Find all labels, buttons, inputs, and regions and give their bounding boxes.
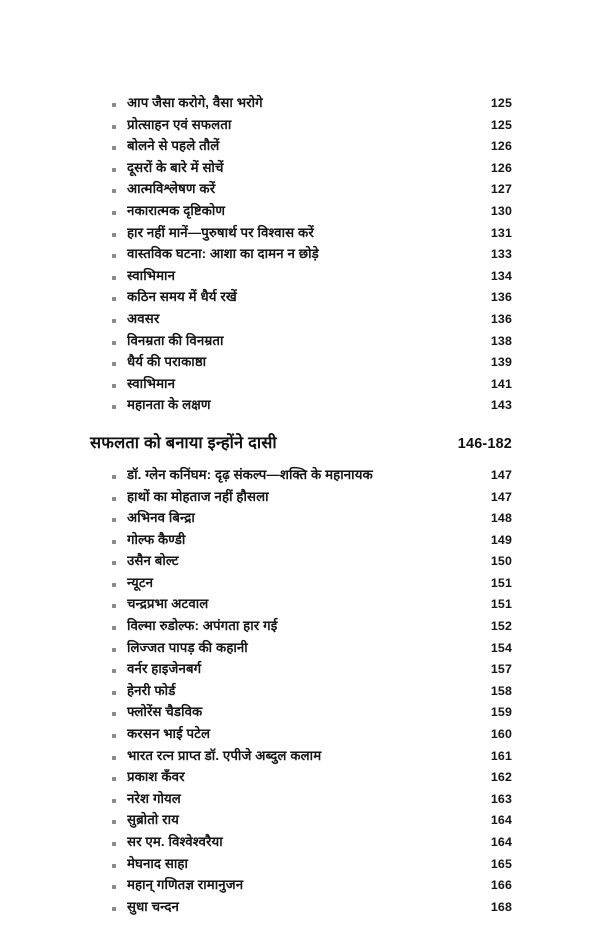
square-bullet-icon: [112, 254, 116, 258]
toc-entry[interactable]: [88, 157, 512, 179]
bullet-cell: [88, 531, 127, 553]
toc-entry-label: मेघनाद साहा: [127, 855, 189, 871]
toc-entry-page-number: 138: [490, 333, 512, 348]
bullet-cell: [88, 181, 127, 203]
bullet-cell: [88, 488, 127, 510]
bullet-cell: [88, 466, 127, 488]
toc-entry-label: अभिनव बिन्द्रा: [127, 510, 195, 526]
square-bullet-icon: [112, 518, 116, 522]
square-bullet-icon: [112, 712, 116, 716]
toc-group: [88, 92, 512, 416]
toc-entry-page-number: 152: [490, 619, 512, 634]
toc-entry-page-number: 164: [490, 813, 512, 828]
toc-entry-label: बोलने से पहले तौलें: [127, 138, 220, 154]
toc-entry-page-number: 131: [490, 225, 512, 240]
square-bullet-icon: [112, 842, 116, 846]
toc-entry[interactable]: [88, 330, 512, 352]
toc-entry[interactable]: [88, 593, 512, 615]
toc-entry-page-number: 126: [490, 139, 512, 154]
toc-entry[interactable]: [88, 745, 512, 767]
toc-entry[interactable]: [88, 701, 512, 723]
square-bullet-icon: [112, 211, 116, 215]
toc-entry-label: करसन भाई पटेल: [127, 726, 211, 742]
toc-entry-label: आत्मविश्लेषण करें: [127, 181, 216, 197]
bullet-cell: [88, 639, 127, 661]
square-bullet-icon: [112, 626, 116, 630]
toc-entry-page-number: 125: [490, 96, 512, 110]
toc-entry-label: फ्लोरेंस चैडविक: [127, 704, 203, 720]
toc-entry[interactable]: [88, 351, 512, 373]
toc-entry-label: लिज्जत पापड़ की कहानी: [127, 639, 248, 655]
toc-entry-page-number: 164: [490, 835, 512, 849]
toc-entry[interactable]: [88, 373, 512, 395]
toc-entry-page-number: 154: [490, 640, 512, 655]
bullet-cell: [88, 898, 127, 920]
section-page-range: 146-182: [457, 435, 512, 452]
toc-entry[interactable]: [88, 788, 512, 810]
toc-entry-label: हाथों का मोहताज नहीं हौसला: [127, 488, 269, 504]
toc-entry-page-number: 149: [490, 532, 512, 547]
toc-entry-label: स्वाभिमान: [127, 267, 176, 283]
table-of-contents: [88, 92, 512, 917]
toc-entry[interactable]: [88, 486, 512, 508]
bullet-cell: [88, 704, 127, 726]
square-bullet-icon: [112, 168, 116, 172]
bullet-cell: [88, 116, 127, 138]
toc-entry[interactable]: [88, 658, 512, 680]
toc-entry-page-number: 136: [490, 290, 512, 305]
toc-entry[interactable]: [88, 178, 512, 200]
toc-entry-page-number: 148: [490, 511, 512, 526]
toc-entry[interactable]: [88, 831, 512, 853]
toc-entry-label: स्वाभिमान: [127, 375, 176, 391]
bullet-cell: [88, 682, 127, 704]
bullet-cell: [88, 876, 127, 898]
toc-entry-page-number: 163: [490, 791, 512, 806]
toc-entry-page-number: 150: [490, 554, 512, 569]
square-bullet-icon: [112, 405, 116, 409]
toc-entry[interactable]: [88, 265, 512, 287]
toc-entry-label: चन्द्रप्रभा अटवाल: [127, 596, 209, 612]
toc-entry-page-number: 139: [490, 355, 512, 370]
bullet-cell: [88, 397, 127, 419]
toc-entry-page-number: 151: [490, 575, 512, 590]
square-bullet-icon: [112, 756, 116, 760]
square-bullet-icon: [112, 669, 116, 673]
bullet-cell: [88, 375, 127, 397]
toc-entry[interactable]: [88, 200, 512, 222]
square-bullet-icon: [112, 648, 116, 652]
square-bullet-icon: [112, 907, 116, 911]
toc-entry-label: भारत रत्न प्राप्त डॉ. एपीजे अब्दुल कलाम: [127, 747, 322, 763]
toc-entry-page-number: 147: [490, 467, 512, 482]
toc-entry-page-number: 161: [490, 748, 512, 763]
square-bullet-icon: [112, 341, 116, 345]
toc-entry-label: विनम्रता की विनम्रता: [127, 332, 224, 348]
toc-entry-page-number: 141: [490, 376, 512, 391]
bullet-cell: [88, 289, 127, 311]
toc-entry-page-number: 162: [490, 770, 512, 785]
toc-entry-page-number: 165: [490, 856, 512, 871]
toc-entry[interactable]: [88, 550, 512, 572]
toc-entry-label: प्रकाश कँवर: [127, 769, 185, 785]
toc-entry-page-number: 130: [490, 203, 512, 218]
toc-entry-label: सर एम. विश्वेश्वरैया: [127, 834, 223, 849]
bullet-cell: [88, 596, 127, 618]
toc-entry[interactable]: [88, 394, 512, 416]
toc-entry[interactable]: [88, 114, 512, 136]
square-bullet-icon: [112, 146, 116, 150]
square-bullet-icon: [112, 475, 116, 479]
toc-entry-label: न्यूटन: [127, 574, 154, 590]
toc-entry-label: कठिन समय में धैर्य रखें: [127, 289, 237, 305]
toc-group: [88, 430, 512, 917]
toc-entry[interactable]: [88, 766, 512, 788]
square-bullet-icon: [112, 885, 116, 889]
toc-section-heading[interactable]: [88, 430, 512, 453]
square-bullet-icon: [112, 189, 116, 193]
toc-entry[interactable]: [88, 809, 512, 831]
toc-entry-label: प्रोत्साहन एवं सफलता: [127, 116, 232, 132]
bullet-cell: [88, 790, 127, 812]
toc-entry[interactable]: [88, 896, 512, 918]
square-bullet-icon: [112, 233, 116, 237]
toc-entry[interactable]: [88, 723, 512, 745]
toc-entry-page-number: 136: [490, 311, 512, 326]
square-bullet-icon: [112, 799, 116, 803]
square-bullet-icon: [112, 583, 116, 587]
toc-entry-label: नकारात्मक दृष्टिकोण: [127, 202, 226, 218]
toc-entry-label: नरेश गोयल: [127, 790, 181, 806]
toc-entry-label: सुधा चन्दन: [127, 898, 179, 914]
bullet-cell: [88, 224, 127, 246]
bullet-cell: [88, 202, 127, 224]
toc-entry-page-number: 166: [490, 878, 512, 893]
square-bullet-icon: [112, 297, 116, 301]
toc-entry[interactable]: [88, 680, 512, 702]
toc-entry-page-number: 127: [490, 182, 512, 197]
toc-entry-label: आप जैसा करोगे, वैसा भरोगे: [127, 95, 263, 110]
toc-entry-page-number: 147: [490, 489, 512, 504]
square-bullet-icon: [112, 540, 116, 544]
square-bullet-icon: [112, 777, 116, 781]
toc-entry-page-number: 159: [490, 705, 512, 720]
toc-entry-page-number: 158: [490, 683, 512, 698]
section-title: सफलता को बनाया इन्होंने दासी: [90, 433, 277, 452]
toc-entry-label: महान् गणितज्ञ रामानुजन: [127, 877, 244, 893]
toc-entry[interactable]: [88, 92, 512, 114]
bullet-cell: [88, 855, 127, 877]
toc-entry-label: वास्तविक घटना: आशा का दामन न छोड़े: [127, 246, 319, 262]
square-bullet-icon: [112, 362, 116, 366]
toc-entry-page-number: 143: [490, 398, 512, 413]
toc-entry[interactable]: [88, 572, 512, 594]
square-bullet-icon: [112, 691, 116, 695]
bullet-cell: [88, 725, 127, 747]
toc-entry[interactable]: [88, 135, 512, 157]
bullet-cell: [88, 245, 127, 267]
square-bullet-icon: [112, 604, 116, 608]
toc-entry[interactable]: [88, 529, 512, 551]
toc-entry-page-number: 134: [490, 268, 512, 283]
bullet-cell: [88, 660, 127, 682]
toc-entry[interactable]: [88, 507, 512, 529]
square-bullet-icon: [112, 734, 116, 738]
bullet-cell: [88, 617, 127, 639]
toc-entry[interactable]: [88, 243, 512, 265]
toc-entry[interactable]: [88, 853, 512, 875]
toc-entry-label: धैर्य की पराकाष्ठा: [127, 354, 207, 370]
bullet-cell: [88, 574, 127, 596]
toc-entry[interactable]: [88, 615, 512, 637]
toc-entry[interactable]: [88, 308, 512, 330]
toc-entry[interactable]: [88, 637, 512, 659]
toc-entry-label: विल्मा रुडोल्फ: अपंगता हार गई: [127, 618, 278, 634]
bullet-cell: [88, 509, 127, 531]
toc-entry-page-number: 125: [490, 117, 512, 132]
bullet-cell: [88, 267, 127, 289]
bullet-cell: [88, 812, 127, 834]
bullet-cell: [88, 833, 127, 855]
square-bullet-icon: [112, 319, 116, 323]
toc-entry[interactable]: [88, 286, 512, 308]
bullet-cell: [88, 94, 127, 116]
toc-entry-label: महानता के लक्षण: [127, 397, 211, 413]
toc-entry-label: अवसर: [127, 310, 160, 326]
square-bullet-icon: [112, 125, 116, 129]
toc-entry-page-number: 168: [490, 899, 512, 914]
square-bullet-icon: [112, 820, 116, 824]
toc-entry[interactable]: [88, 464, 512, 486]
square-bullet-icon: [112, 384, 116, 388]
toc-entry[interactable]: [88, 222, 512, 244]
toc-entry-page-number: 126: [490, 160, 512, 175]
toc-entry-label: हेनरी फोर्ड: [127, 682, 176, 698]
toc-entry-page-number: 151: [490, 597, 512, 612]
toc-entry-page-number: 133: [490, 247, 512, 262]
bullet-cell: [88, 747, 127, 769]
toc-entry-label: डॉ. ग्लेन कनिंघम: दृढ़ संकल्प—शक्ति के महानायक: [127, 466, 373, 482]
square-bullet-icon: [112, 276, 116, 280]
toc-entry-page-number: 157: [490, 662, 512, 677]
toc-entry-label: दूसरों के बारे में सोचें: [127, 159, 224, 175]
bullet-cell: [88, 332, 127, 354]
toc-entry-label: वर्नर हाइजेनबर्ग: [127, 661, 202, 677]
bullet-cell: [88, 159, 127, 181]
toc-entry-label: हार नहीं मानें—पुरुषार्थ पर विश्वास करें: [127, 224, 314, 240]
bullet-cell: [88, 137, 127, 159]
square-bullet-icon: [112, 864, 116, 868]
bullet-cell: [88, 552, 127, 574]
bullet-cell: [88, 310, 127, 332]
toc-entry-label: सुब्रोतो राय: [127, 812, 179, 828]
square-bullet-icon: [112, 561, 116, 565]
bullet-cell: [88, 353, 127, 375]
bullet-cell: [88, 768, 127, 790]
square-bullet-icon: [112, 103, 116, 107]
toc-entry[interactable]: [88, 874, 512, 896]
toc-entry-page-number: 160: [490, 727, 512, 742]
toc-entry-label: गोल्फ कैण्डी: [127, 531, 186, 547]
toc-entry-label: उसैन बोल्ट: [127, 553, 179, 569]
square-bullet-icon: [112, 497, 116, 501]
